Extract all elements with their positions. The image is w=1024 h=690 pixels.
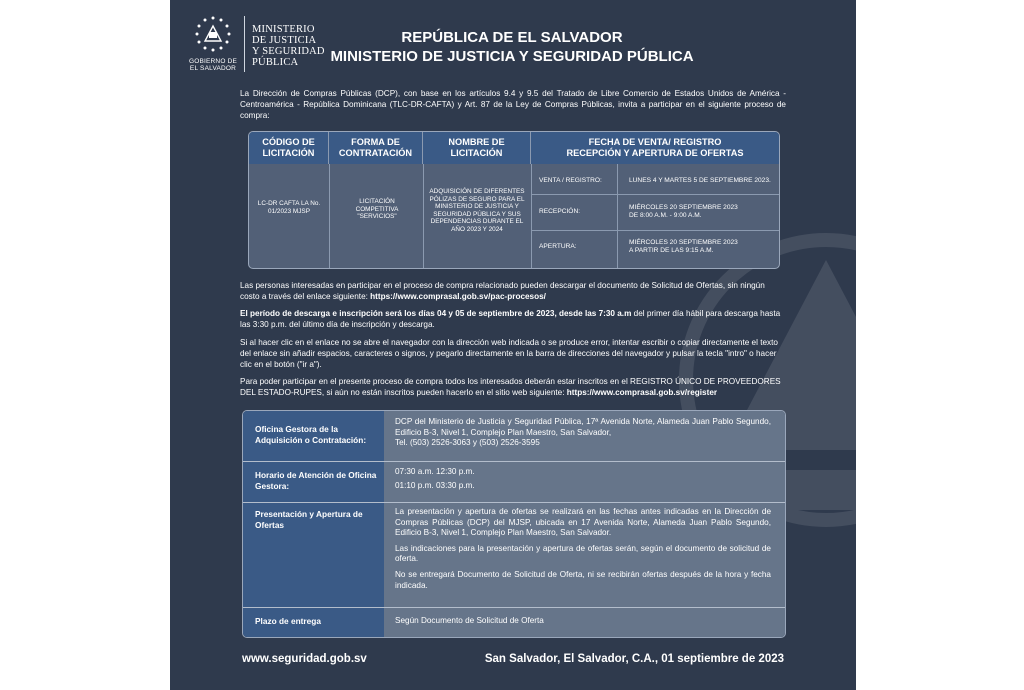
table-row [243, 411, 785, 461]
register-link[interactable]: https://www.comprasal.gob.sv/register [566, 388, 718, 397]
instructions-paragraph: Si al hacer clic en el enlace no se abre el navegador con la dirección web indicada o se produce error, intentar escribir o copiar directamente el texto del enlace sin añadir espacios, caracteres o signos, y pegarlo directamente en la barra de direcciones del navegador y pulsar la tecla "intro" o hacer clic en el botón ("ir a"). [240, 338, 778, 369]
row-value-oficina: DCP del Ministerio de Justicia y Seguridad Pública, 17ª Avenida Norte, Alameda Juan Pablo Segundo, Edificio B-3, Nivel 1, Complejo Plan Maestro, San Salvador, Tel. (503) 2526-3063 y (503) 2526-3595 [395, 417, 771, 448]
registration-paragraph: Para poder participar en el presente proceso de compra todos los interesados deberán estar inscritos en el REGISTRO ÚNICO DE PROVEEDORES DEL ESTADO-RUPES, si aún no están inscritos pueden hacerlo en el sitio web siguiente: https://www.comprasal.gob.sv/register [240, 377, 781, 397]
table-row [243, 503, 785, 607]
cell-nombre: ADQUISICIÓN DE DIFERENTES PÓLIZAS DE SEGURO PARA EL MINISTERIO DE JUSTICIA Y SEGURIDAD PÚBLICA Y SUS DEPENDENCIAS DURANTE EL AÑO 2023 Y 2024 [429, 188, 525, 233]
logo-government-label: GOBIERNO DE EL SALVADOR [188, 58, 238, 72]
label-venta: VENTA / REGISTRO: [539, 177, 602, 184]
header-forma: FORMA DE CONTRATACIÓN [329, 132, 423, 164]
row-label-horario: Horario de Atención de Oficina Gestora: [255, 470, 377, 491]
row-value-plazo: Según Documento de Solicitud de Oferta [395, 616, 544, 625]
header-nombre: NOMBRE DE LICITACIÓN [423, 132, 531, 164]
intro-paragraph: La Dirección de Compras Públicas (DCP), con base en los artículos 9.4 y 9.5 del Tratado de Libre Comercio de Estados Unidos de América - Centroamérica - República Dominicana (TLC-DR-CAFTA) y Art. 87 de la Ley de Compras Públicas, invita a participar en el siguiente proceso de compra: [240, 89, 786, 120]
table-row [243, 608, 785, 637]
announcement-page [170, 0, 856, 690]
label-apertura: APERTURA: [539, 243, 577, 250]
cell-codigo: LC-DR CAFTA LA No. 01/2023 MJSP [257, 200, 321, 215]
value-apertura: MIÉRCOLES 20 SEPTIEMBRE 2023 A PARTIR DE LAS 9:15 A.M. [629, 239, 738, 254]
header-fechas: FECHA DE VENTA/ REGISTRO RECEPCIÓN Y APERTURA DE OFERTAS [566, 137, 744, 158]
logo-ministry-name: MINISTERIO DE JUSTICIA Y SEGURIDAD PÚBLICA [252, 24, 325, 68]
download-paragraph: Las personas interesadas en participar en el proceso de compra relacionado pueden descargar el documento de Solicitud de Ofertas, sin ningún costo a través del enlace siguiente: https://www.comprasal.gob.sv/pac-procesos/ [240, 281, 765, 301]
row-value-horario: 07:30 a.m. 12:30 p.m. 01:10 p.m. 03:30 p.m. [395, 467, 475, 490]
period-paragraph: El período de descarga e inscripción será los días 04 y 05 de septiembre de 2023, desde las 7:30 a.m del primer día hábil para descarga hasta las 3:30 p.m. del último día de inscripción y descarga. [240, 309, 781, 329]
coat-of-arms-icon [188, 14, 238, 56]
download-link[interactable]: https://www.comprasal.gob.sv/pac-procesos/ [370, 292, 546, 301]
logo-divider [244, 16, 245, 72]
table-row [243, 462, 785, 502]
details-table [242, 410, 786, 638]
value-venta: LUNES 4 Y MARTES 5 DE SEPTIEMBRE 2023. [629, 177, 771, 184]
header-codigo: CÓDIGO DE LICITACIÓN [249, 132, 329, 164]
row-label-plazo: Plazo de entrega [255, 616, 321, 626]
footer-website[interactable]: www.seguridad.gob.sv [242, 653, 367, 665]
row-label-presentacion: Presentación y Apertura de Ofertas [255, 509, 363, 530]
row-value-presentacion: La presentación y apertura de ofertas se realizará en las fechas antes indicadas en la Dirección de Compras Públicas (DCP) del MJSP, ubicada en 17 Avenida Norte, Alameda Juan Pablo Segundo, Edificio B-3, Nivel 1, Complejo Plan Maestro, San Salvador. Las indicaciones para la presentación y apertura de ofertas serán, según el documento de solicitud de oferta. No se entregará Documento de Solicitud de Oferta, ni se recibirán ofertas después de la hora y fecha indicada. [395, 507, 771, 590]
label-recepcion: RECEPCIÓN: [539, 208, 581, 215]
row-label-oficina: Oficina Gestora de la Adquisición o Contratación: [255, 424, 367, 445]
value-recepcion: MIÉRCOLES 20 SEPTIEMBRE 2023 DE 8:00 A.M. - 9:00 A.M. [629, 204, 738, 219]
government-logo [188, 14, 328, 74]
tender-table-header [249, 132, 779, 164]
footer-place-date: San Salvador, El Salvador, C.A., 01 septiembre de 2023 [484, 653, 784, 665]
tender-table [248, 131, 780, 269]
page-title: REPÚBLICA DE EL SALVADOR MINISTERIO DE JUSTICIA Y SEGURIDAD PÚBLICA [330, 29, 694, 65]
cell-forma: LICITACIÓN COMPETITIVA "SERVICIOS" [355, 198, 399, 221]
